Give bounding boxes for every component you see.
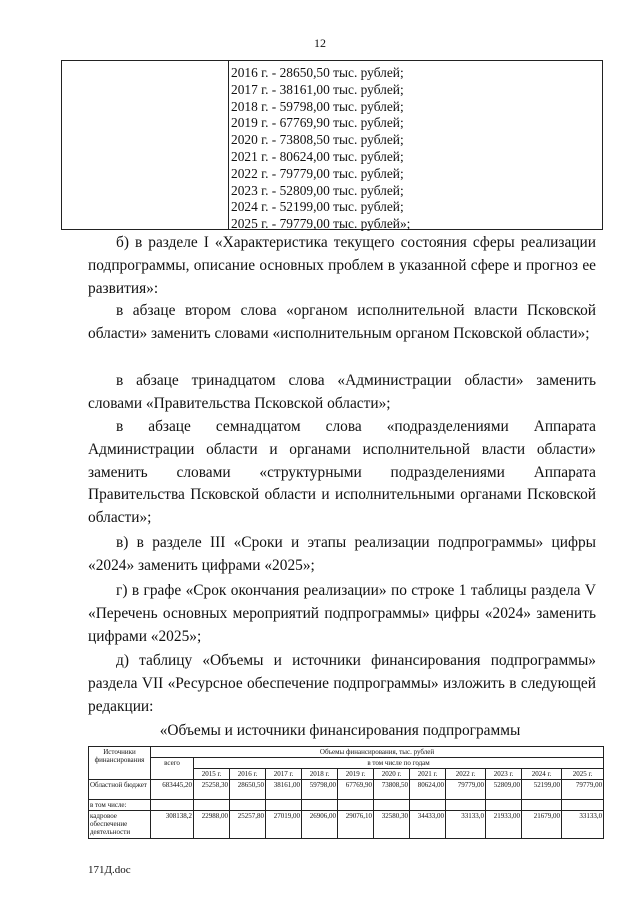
funding-years-table [61, 60, 603, 230]
funding-line: 2023 г. - 52809,00 тыс. рублей; [231, 182, 404, 198]
year-header: 2023 г. [486, 769, 522, 780]
table-title: «Объемы и источники финансирования подпрограммы [159, 722, 521, 739]
year-header: 2016 г. [230, 769, 266, 780]
file-name: 171Д.doc [88, 864, 131, 876]
year-header: 2022 г. [446, 769, 486, 780]
year-header: 2015 г. [194, 769, 230, 780]
funding-line: 2022 г. - 79779,00 тыс. рублей; [231, 165, 404, 181]
year-header: 2021 г. [410, 769, 446, 780]
paragraph-e: д) таблицу «Объемы и источники финансирования подпрограммы» раздела VII «Ресурсное обеспечение подпрограммы» изложить в следующей редакции: [88, 652, 596, 715]
header-volumes: Объемы финансирования, тыс. рублей [151, 747, 604, 758]
year-header: 2020 г. [374, 769, 410, 780]
paragraph-b: б) в разделе I «Характеристика текущего состояния сферы реализации подпрограммы, описание основных проблем в указанной сфере и прогноз ее развития»: [88, 234, 596, 297]
table-row: в том числе: [89, 800, 604, 811]
year-header: 2017 г. [266, 769, 302, 780]
funding-line: 2017 г. - 38161,00 тыс. рублей; [231, 81, 404, 97]
funding-line: 2018 г. - 59798,00 тыс. рублей; [231, 98, 404, 114]
funding-lines [231, 65, 410, 233]
funding-line: 2025 г. - 79779,00 тыс. рублей»; [231, 216, 411, 232]
funding-line: 2019 г. - 67769,90 тыс. рублей; [231, 115, 404, 131]
year-header: 2024 г. [522, 769, 562, 780]
funding-line: 2020 г. - 73808,50 тыс. рублей; [231, 132, 404, 148]
funding-line: 2016 г. - 28650,50 тыс. рублей; [231, 65, 404, 80]
table-row: кадровое обеспечение деятельности 308138,2 22988,00 25257,80 27019,00 26906,00 29076,10 32580,30 34433,00 33133,0 21933,00 21679,00 33133,0 [89, 811, 604, 839]
funding-line: 2021 г. - 80624,00 тыс. рублей; [231, 148, 404, 164]
table-row: Областной бюджет 683445,20 25258,30 28650,50 38161,00 59798,00 67769,90 73808,50 80624,00 79779,00 52809,00 52199,00 79779,00 [89, 780, 604, 800]
year-header: 2018 г. [302, 769, 338, 780]
year-header: 2025 г. [562, 769, 604, 780]
header-by-years: в том числе по годам [194, 758, 604, 769]
paragraph-d: г) в графе «Срок окончания реализации» по строке 1 таблицы раздела V «Перечень основных мероприятий подпрограммы» цифры «2024» заменить цифрами «2025»; [88, 582, 596, 645]
header-total: всего [151, 758, 194, 780]
paragraph-c: в) в разделе III «Сроки и этапы реализации подпрограммы» цифры «2024» заменить цифрами «2025»; [88, 534, 596, 574]
funding-line: 2024 г. - 52199,00 тыс. рублей; [231, 199, 404, 215]
financing-table [88, 746, 604, 839]
page-number: 12 [314, 36, 326, 50]
paragraph-b-1: в абзаце втором слова «органом исполнительной власти Псковской области» заменить словами «исполнительным органом Псковской области»; [88, 302, 596, 342]
paragraph-b-3: в абзаце семнадцатом слова «подразделениями Аппарата Администрации области и органами исполнительной власти области» заменить словами «структурными подразделениями Аппарата Правительства Псковской области и исполнительными органами Псковской области»; [88, 418, 596, 527]
header-source: Источники финансирования [89, 747, 151, 780]
table-divider [228, 61, 229, 229]
paragraph-b-2: в абзаце тринадцатом слова «Администрации области» заменить словами «Правительства Псковской области»; [88, 372, 596, 412]
year-header: 2019 г. [338, 769, 374, 780]
